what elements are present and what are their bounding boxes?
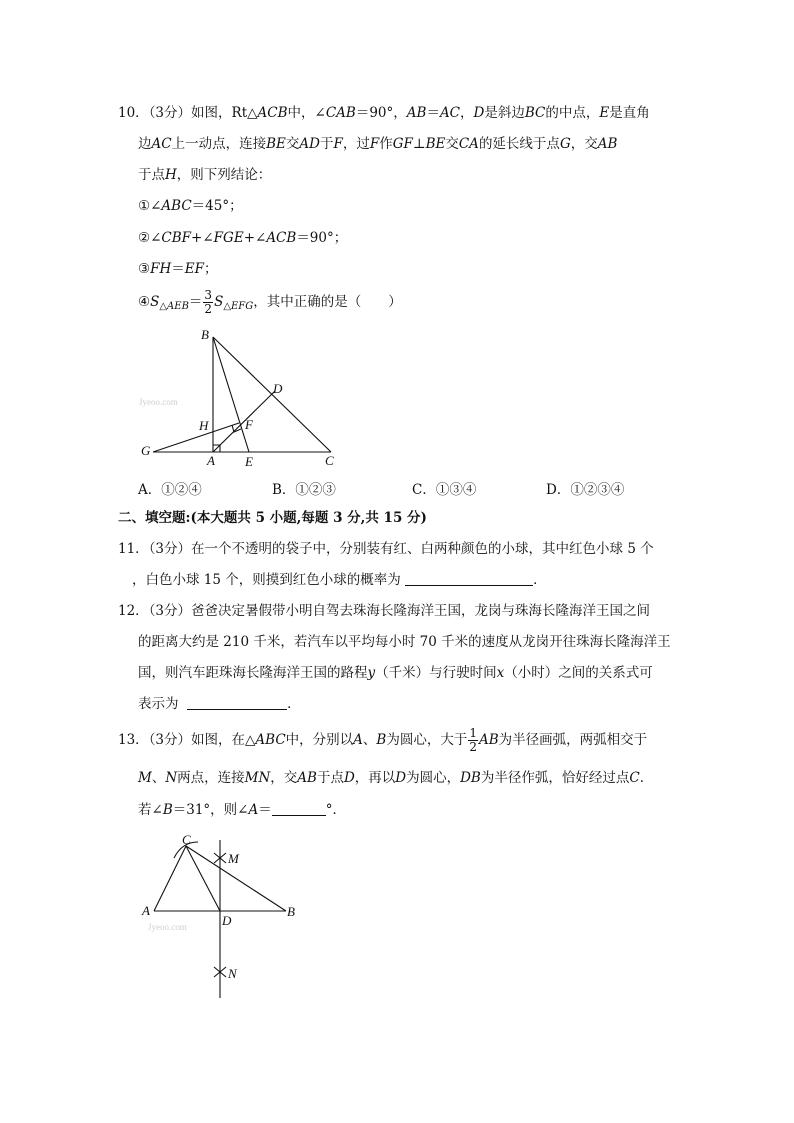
label-n: N [228,966,237,981]
option-b[interactable]: B．①②③ [272,482,336,498]
option-a[interactable]: A．①②④ [138,482,202,498]
q13-figure [138,832,318,1002]
label-b: B [287,904,295,919]
q13-line-3: 若∠B＝31°，则∠A＝ °． [138,802,346,818]
q13-line-1: 13．（3分）如图，在△ABC中，分别以A、B为圆心，大于 $\frac{1}{2}$ AB为半径画弧，两弧相交于 [118,726,648,754]
q10-line-2: 边AC上一动点，连接BE交AD于F，过F作GF⊥BE交CA的延长线于点G，交AB [138,136,618,152]
segment-gf [153,423,239,452]
watermark: Jyeoo.com [139,397,178,407]
label-a: A [207,453,215,468]
q11-answer-blank[interactable] [405,571,533,586]
segment-ac [154,846,186,911]
q12-line-4: 表示为 ． [138,696,301,712]
label-b: B [201,327,209,342]
label-e: E [245,454,253,469]
option-d[interactable]: D．①②③④ [546,482,625,498]
q10-conclusion-1: ①∠ABC＝45°； [138,198,243,214]
q13-line-2: M、N两点，连接MN，交AB于点D，再以D为圆心，DB为半径作弧，恰好经过点C． [138,770,654,786]
q12-line-3: 国，则汽车距珠海长隆海洋王国的路程y（千米）与行驶时间x（小时）之间的关系式可 [138,665,653,681]
q10-conclusion-4: $④S_{\triangle AEB}=$ $\frac{3}{2}$ $S_{\triangle EFG}$，其中正确的是（ ） [138,288,402,316]
watermark: Jyeoo.com [148,922,187,932]
q12-line-1: 12．（3分）爸爸决定暑假带小明自驾去珠海长隆海洋王国，龙岗与珠海长隆海洋王国之间 [118,603,651,619]
label-f: F [245,417,253,432]
segment-cd [186,846,220,911]
label-d: D [273,381,283,396]
q11-line-1: 11．（3分）在一个不透明的袋子中，分别装有红、白两种颜色的小球，其中红色小球 5 个 [118,541,654,557]
q10-conclusion-2: ②∠CBF+∠FGE+∠ACB＝90°； [138,230,348,246]
q13-answer-blank[interactable] [272,801,326,816]
option-c[interactable]: C．①③④ [412,482,477,498]
fraction-three-halves: $\frac{3}{2}$ [204,288,213,316]
label-d: D [222,913,232,928]
q10-line-3: 于点H，则下列结论： [138,167,272,183]
q10-conclusion-3: ③FH＝EF； [138,261,218,277]
label-c: C [325,453,334,468]
label-c: C [182,832,191,847]
label-m: M [228,851,239,866]
q12-line-2: 的距离大约是 210 千米，若汽车以平均每小时 70 千米的速度从龙岗开往珠海长隆海洋王 [138,634,671,650]
fraction-one-half: $\frac{1}{2}$ [469,726,477,754]
label-g: G [141,443,151,458]
q12-answer-blank[interactable] [187,695,287,710]
section-fill-in-title: 二、填空题:(本大题共 5 小题,每题 3 分,共 15 分) [118,510,427,526]
label-h: H [199,418,209,433]
q10-line-1: 10．（3分）如图，Rt△ACB中，∠CAB＝90°，AB＝AC，D是斜边BC的中点，E是直角 [118,105,650,121]
label-a: A [142,903,150,918]
q10-figure [135,325,355,470]
segment-ad [213,391,275,452]
q11-line-2: ，白色小球 15 个，则摸到红色小球的概率为 ． [132,572,547,588]
